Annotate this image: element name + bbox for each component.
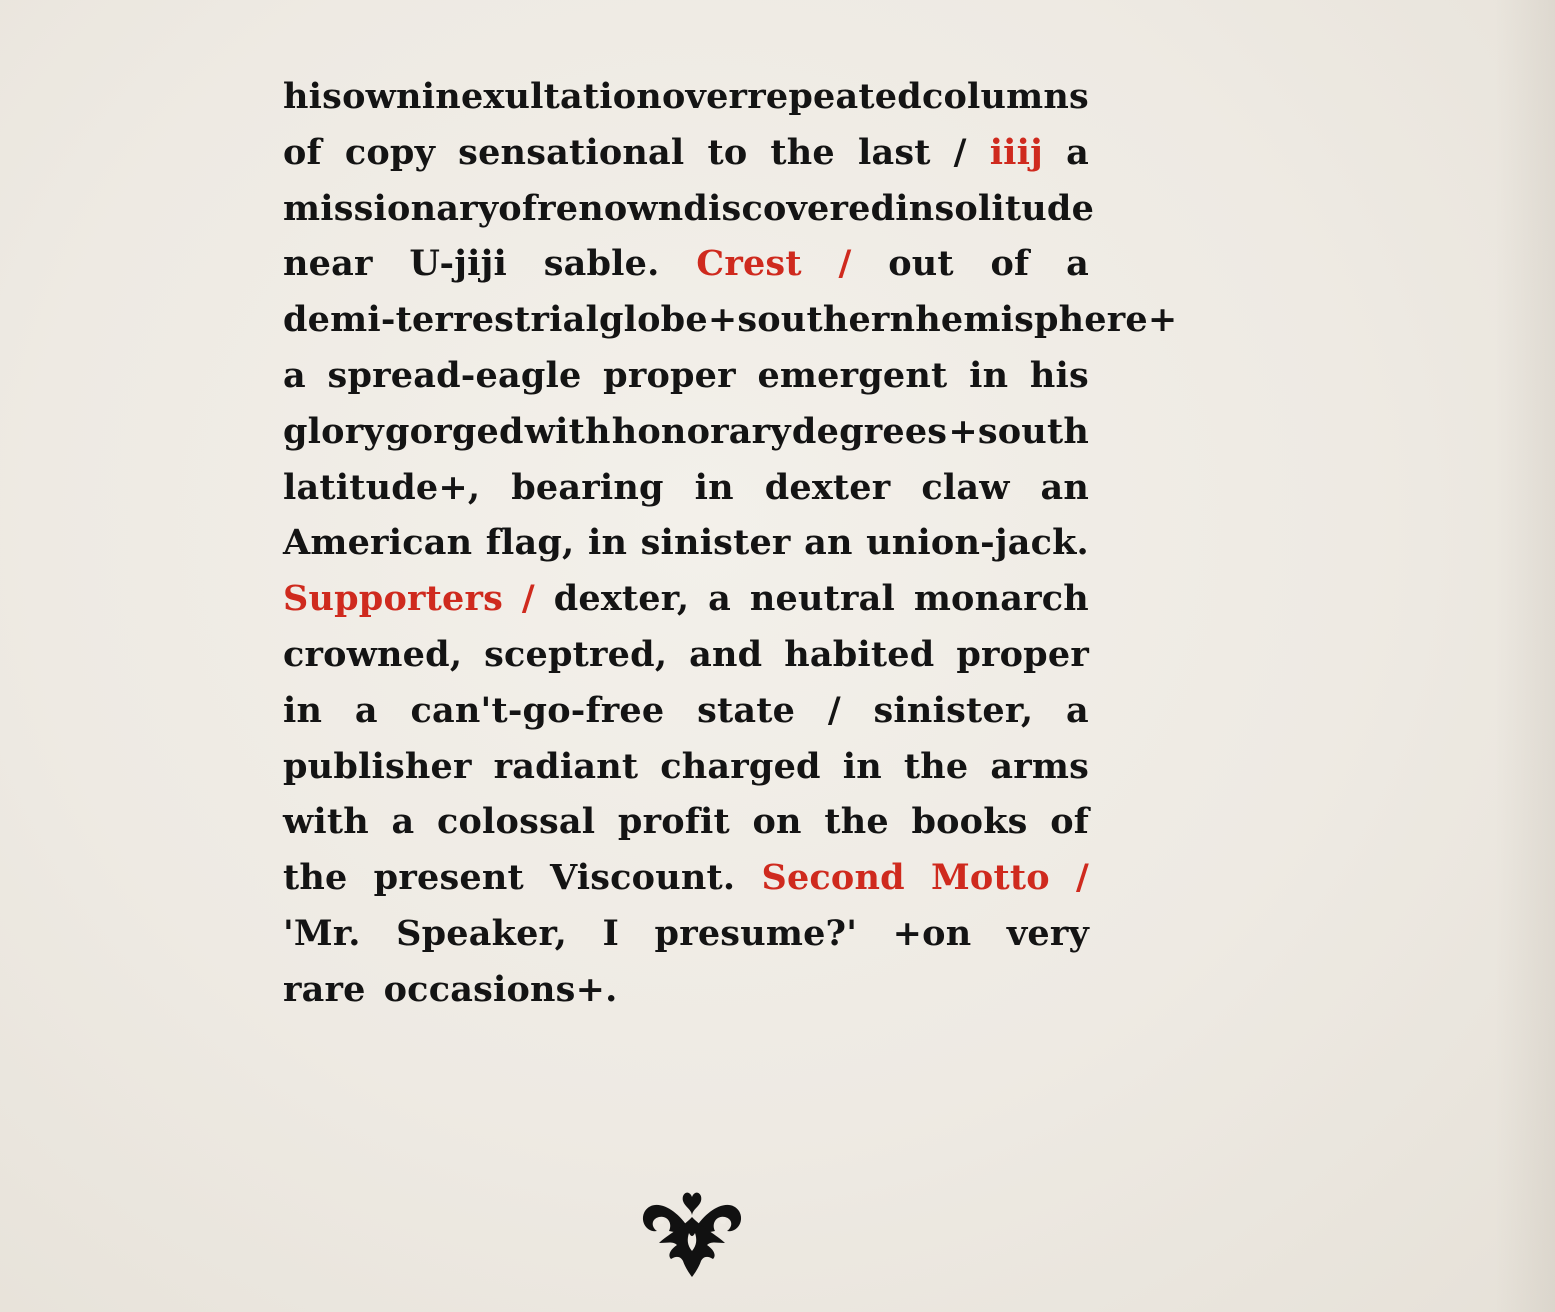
- word: present: [373, 857, 524, 899]
- word: arms: [990, 745, 1089, 787]
- word: neutral: [749, 578, 895, 620]
- word: of: [498, 187, 538, 229]
- word: habited: [784, 633, 935, 675]
- word: sceptred,: [484, 633, 668, 675]
- word: rare: [283, 968, 366, 1010]
- word: monarch: [913, 578, 1089, 620]
- word: in: [283, 689, 323, 731]
- word: a: [1066, 243, 1089, 285]
- word: colossal: [436, 801, 596, 843]
- word: dexter,: [553, 578, 690, 620]
- acanthus-leaf-fleuron-icon: [637, 1187, 747, 1277]
- rubric-word: /: [838, 243, 852, 285]
- text-line: [283, 187, 1095, 244]
- rubric-word: Crest: [696, 243, 802, 285]
- word: proper: [603, 354, 736, 396]
- word: presume?': [654, 912, 858, 954]
- word: profit: [617, 801, 730, 843]
- word: demi-terrestrial: [283, 299, 599, 341]
- rubric-word: /: [1075, 857, 1089, 899]
- word: with: [283, 801, 369, 843]
- rubric-word: Second: [761, 857, 905, 899]
- word: sensational: [458, 131, 685, 173]
- text-line: [283, 634, 1089, 690]
- word: flag,: [485, 522, 575, 564]
- word: an: [1040, 466, 1089, 508]
- word: degrees: [791, 410, 948, 452]
- word: honorary: [611, 410, 791, 452]
- word: with: [524, 410, 611, 452]
- word: repeated: [747, 76, 922, 117]
- word: a: [708, 578, 731, 620]
- word: in: [587, 522, 628, 564]
- text-line: [283, 578, 1089, 634]
- word: columns: [921, 76, 1089, 117]
- word: publisher: [283, 745, 472, 787]
- word: the: [824, 801, 889, 843]
- text-line: [283, 299, 1178, 355]
- word: emergent: [757, 354, 948, 396]
- word: +southern: [707, 299, 916, 341]
- word: glory: [283, 410, 384, 452]
- word: hemisphere+: [915, 299, 1178, 341]
- word: sable.: [543, 243, 660, 285]
- word: +on: [892, 912, 972, 954]
- word: +south: [948, 410, 1089, 452]
- word: on: [752, 801, 802, 843]
- word: charged: [660, 745, 821, 787]
- text-line: [283, 522, 1089, 578]
- word: the: [903, 745, 969, 787]
- word: spread-eagle: [327, 354, 582, 396]
- word: /: [827, 689, 841, 731]
- word: of: [1050, 801, 1089, 843]
- word: can't-go-free: [410, 689, 665, 731]
- word: a: [1066, 689, 1089, 731]
- word: over: [661, 76, 748, 117]
- word: a: [283, 354, 306, 396]
- rubric-word: Motto: [930, 857, 1050, 899]
- word: his: [1029, 354, 1089, 396]
- word: occasions+.: [383, 968, 618, 1010]
- rubric-word: iiij: [989, 131, 1044, 173]
- text-line: [283, 913, 1089, 969]
- word: a: [354, 689, 378, 731]
- word: missionary: [283, 187, 499, 229]
- text-line: [283, 76, 1089, 132]
- rubric-word: /: [521, 578, 535, 620]
- word: 'Mr.: [283, 912, 361, 954]
- word: proper: [956, 633, 1089, 675]
- text-line: [283, 243, 1089, 299]
- word: an: [804, 522, 853, 564]
- word: near: [283, 243, 373, 285]
- word: in: [842, 745, 882, 787]
- text-line: [283, 690, 1089, 746]
- word: copy: [344, 131, 436, 173]
- word: of: [283, 131, 322, 173]
- text-line: [283, 746, 1089, 802]
- word: /: [953, 131, 967, 173]
- word: sinister: [640, 522, 791, 564]
- word: in: [421, 76, 461, 117]
- word: the: [283, 857, 348, 899]
- word: Speaker,: [396, 912, 568, 954]
- word: crowned,: [283, 633, 463, 675]
- rubric-word: Supporters: [283, 578, 504, 620]
- word: renown: [537, 187, 684, 229]
- word: very: [1006, 912, 1089, 954]
- word: books: [911, 801, 1028, 843]
- word: of: [990, 243, 1030, 285]
- text-line: [283, 969, 1089, 1025]
- text-line: [283, 467, 1089, 523]
- text-line: [283, 411, 1089, 467]
- word: claw: [921, 466, 1010, 508]
- word: U-jiji: [409, 243, 507, 285]
- word: union-jack.: [866, 522, 1089, 564]
- word: gorged: [385, 410, 524, 452]
- word: globe: [598, 299, 708, 341]
- word: American: [283, 522, 473, 564]
- word: sinister,: [873, 689, 1034, 731]
- word: last: [857, 131, 931, 173]
- word: in: [694, 466, 734, 508]
- page-gutter-shadow: [1495, 0, 1555, 1312]
- word: in: [969, 354, 1009, 396]
- word: and: [689, 633, 763, 675]
- word: latitude+,: [283, 466, 481, 508]
- word: I: [602, 912, 620, 954]
- word: out: [888, 243, 954, 285]
- word: his: [283, 76, 343, 117]
- word: radiant: [493, 745, 639, 787]
- word: a: [1066, 131, 1089, 173]
- word: to: [707, 131, 748, 173]
- text-line: [283, 801, 1089, 857]
- word: discovered: [683, 187, 896, 229]
- word: exultation: [460, 76, 662, 117]
- word: state: [697, 689, 796, 731]
- word: in: [895, 187, 935, 229]
- text-line: [283, 355, 1089, 411]
- word: dexter: [764, 466, 891, 508]
- blackletter-text-block: [283, 76, 1178, 1025]
- text-line: [283, 132, 1089, 188]
- word: the: [770, 131, 835, 173]
- word: bearing: [511, 466, 664, 508]
- word: a: [391, 801, 415, 843]
- word: own: [342, 76, 422, 117]
- text-line: [283, 857, 1089, 913]
- word: Viscount.: [550, 857, 736, 899]
- word: solitude: [934, 187, 1095, 229]
